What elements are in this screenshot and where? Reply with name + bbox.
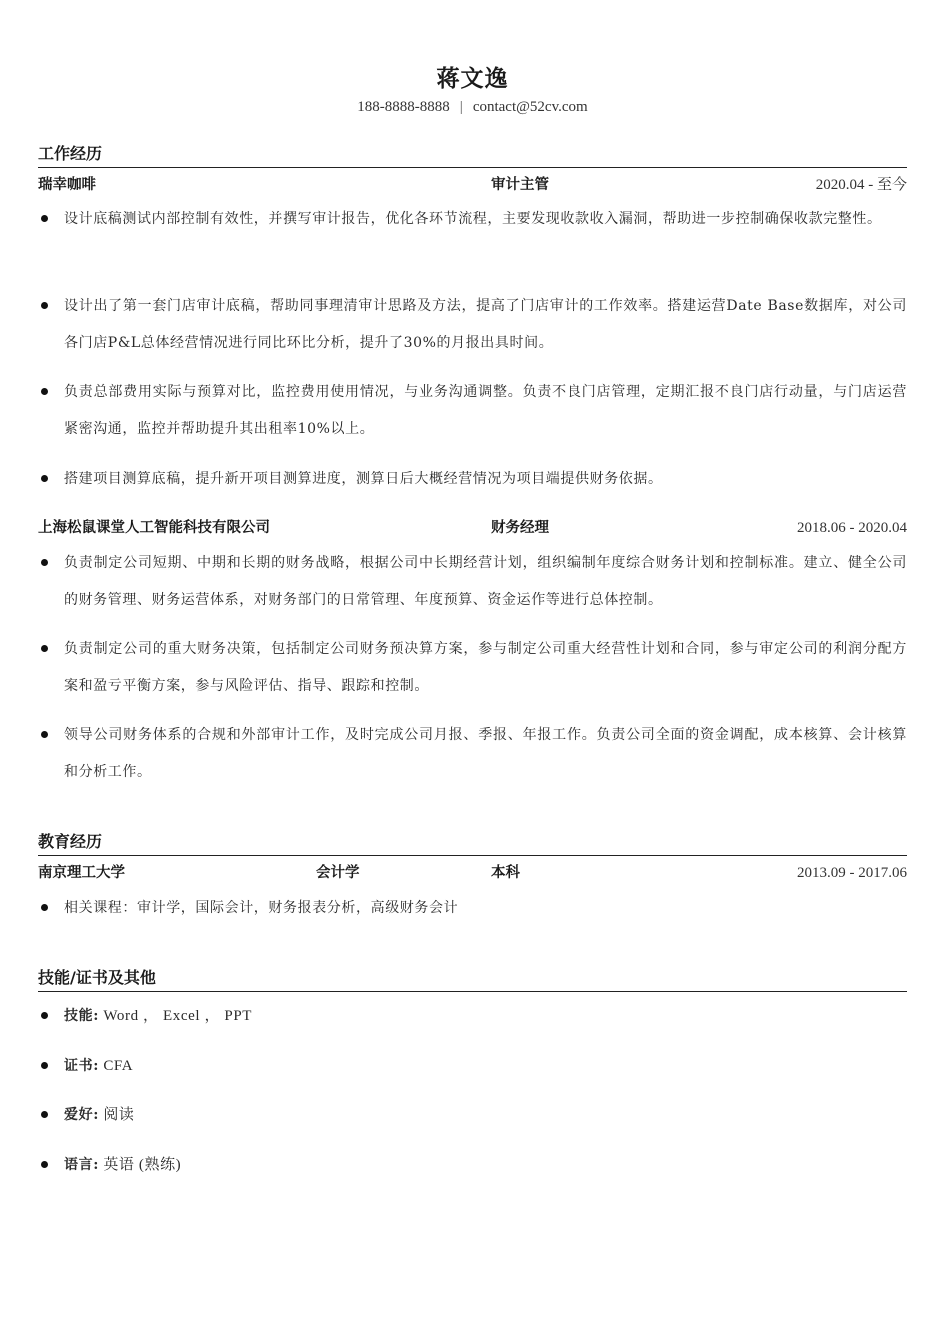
job-role: 财务经理 [491, 519, 549, 536]
bullet-dot [41, 388, 48, 395]
skill-item [38, 1147, 907, 1184]
skill-item [38, 1048, 907, 1085]
list-item [38, 545, 907, 619]
bullet-dot [41, 731, 48, 738]
list-item [38, 374, 907, 448]
skill-key: 技能: [64, 1008, 99, 1024]
list-item [38, 890, 907, 927]
contact-line [38, 99, 907, 116]
skill-value: 英语 (熟练) [98, 1157, 182, 1173]
job-header [38, 517, 907, 539]
skill-key: 语言: [64, 1157, 99, 1173]
bullet-text: 负责总部费用实际与预算对比，监控费用使用情况，与业务沟通调整。负责不良门店管理，定期汇报不良门店行动量，与门店运营紧密沟通，监控并帮助提升其出租率10%以上。 [64, 384, 907, 437]
bullet-text: 设计出了第一套门店审计底稿，帮助同事理清审计思路及方法，提高了门店审计的工作效率。搭建运营Date Base数据库，对公司各门店P&L总体经营情况进行同比环比分析，提升了30%的月报出具时间。 [64, 298, 907, 351]
list-item [38, 201, 907, 238]
bullet-text: 负责制定公司的重大财务决策，包括制定公司财务预决算方案，参与制定公司重大经营性计划和合同，参与审定公司的利润分配方案和盈亏平衡方案，参与风险评估、指导、跟踪和控制。 [64, 641, 907, 694]
skill-key: 证书: [64, 1058, 99, 1074]
bullet-dot [41, 1111, 48, 1118]
list-item [38, 717, 907, 791]
bullet-dot [41, 475, 48, 482]
bullet-text: 领导公司财务体系的合规和外部审计工作，及时完成公司月报、季报、年报工作。负责公司全面的资金调配，成本核算、会计核算和分析工作。 [64, 727, 907, 780]
skill-value: Word ， Excel ， PPT [98, 1008, 253, 1024]
section-title-skills: 技能/证书及其他 [38, 965, 907, 992]
section-title-education: 教育经历 [38, 829, 907, 856]
job-header [38, 174, 907, 196]
bullet-dot [41, 1012, 48, 1019]
bullet-text: 设计底稿测试内部控制有效性，并撰写审计报告，优化各环节流程，主要发现收款收入漏洞，帮助进一步控制确保收款完整性。 [64, 211, 882, 227]
skill-item [38, 1097, 907, 1134]
bullet-dot [41, 215, 48, 222]
candidate-name: 蒋文逸 [436, 65, 509, 92]
list-item [38, 288, 907, 362]
skill-key: 爱好: [64, 1107, 99, 1123]
bullet-text: 负责制定公司短期、中期和长期的财务战略，根据公司中长期经营计划，组织编制年度综合财务计划和控制标准。建立、健全公司的财务管理、财务运营体系，对财务部门的日常管理、年度预算、资金运作等进行总体控制。 [64, 555, 907, 608]
skill-value: 阅读 [98, 1107, 135, 1123]
contact-separator: | [459, 99, 463, 115]
bullet-dot [41, 904, 48, 911]
email-address: contact@52cv.com [472, 99, 588, 115]
skill-value: CFA [98, 1058, 134, 1074]
bullet-dot [41, 559, 48, 566]
phone-number: 188-8888-8888 [357, 99, 450, 115]
school-name: 南京理工大学 [38, 864, 125, 881]
bullet-text: 相关课程：审计学，国际会计，财务报表分析，高级财务会计 [64, 900, 459, 916]
education-header [38, 862, 907, 884]
skill-item [38, 998, 907, 1035]
job-date: 2018.06 - 2020.04 [797, 520, 907, 536]
job-company: 上海松鼠课堂人工智能科技有限公司 [38, 519, 270, 536]
education-date: 2013.09 - 2017.06 [797, 865, 907, 881]
bullet-text: 搭建项目测算底稿，提升新开项目测算进度，测算日后大概经营情况为项目端提供财务依据。 [64, 471, 663, 487]
job-role: 审计主管 [491, 176, 549, 193]
list-item [38, 631, 907, 705]
bullet-dot [41, 302, 48, 309]
job-date: 2020.04 - 至今 [815, 177, 907, 193]
education-major: 会计学 [316, 864, 360, 881]
section-title-work: 工作经历 [38, 141, 907, 168]
list-item [38, 461, 907, 498]
education-degree: 本科 [491, 864, 520, 881]
job-company: 瑞幸咖啡 [38, 176, 96, 193]
bullet-dot [41, 1161, 48, 1168]
bullet-dot [41, 645, 48, 652]
bullet-dot [41, 1062, 48, 1069]
